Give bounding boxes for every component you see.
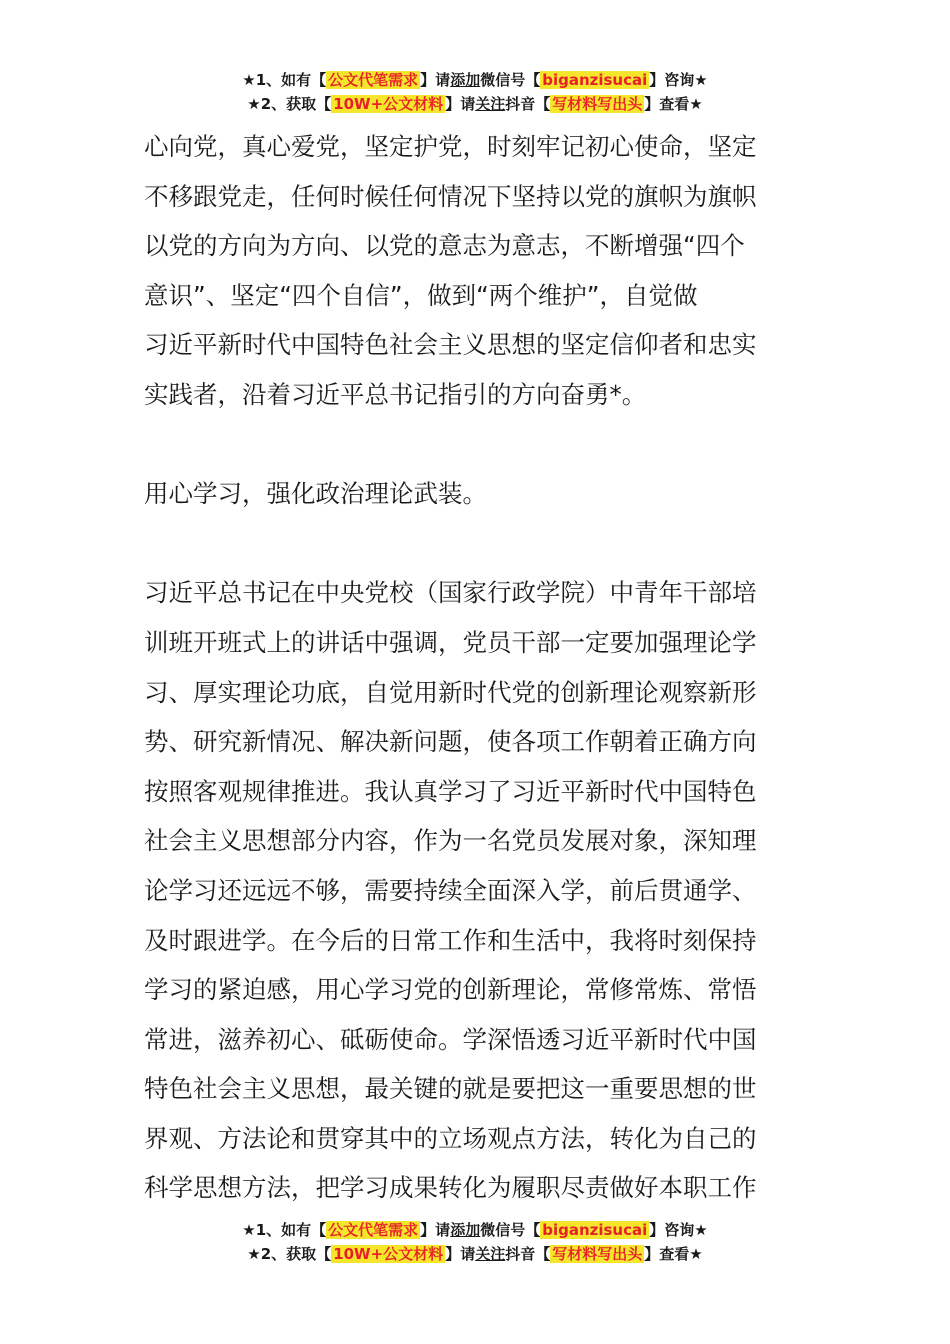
highlight-douyin: 写材料写出头 (552, 95, 643, 113)
banner-text: 微信号【 (480, 71, 541, 89)
paragraph-spacer (144, 420, 808, 470)
banner-line-1 (0, 1218, 950, 1242)
highlight-wechat-id: biganzisucai (542, 1221, 648, 1239)
highlight-materials: 10W+公文材料 (333, 95, 444, 113)
text-line: 势、研究新情况、解决新问题，使各项工作朝着正确方向 (144, 727, 757, 757)
banner-line-2 (0, 92, 950, 116)
text-line: 习、厚实理论功底，自觉用新时代党的创新理论观察新形 (144, 677, 757, 707)
text-line: 科学思想方法，把学习成果转化为履职尽责做好本职工作 (144, 1173, 757, 1203)
banner-text: 】查看★ (644, 95, 703, 113)
paragraph-2 (144, 568, 808, 1213)
highlight-materials: 10W+公文材料 (333, 1245, 444, 1263)
text-line: 常进，滋养初心、砥砺使命。学深悟透习近平新时代中国 (144, 1024, 757, 1054)
banner-text: 】请 (420, 71, 451, 89)
header-banner (0, 68, 950, 116)
text-line: 论学习还远远不够，需要持续全面深入学，前后贯通学、 (144, 875, 757, 905)
highlight-service: 公文代笔需求 (328, 71, 419, 89)
underlined-text: 关注 (475, 95, 506, 113)
text-line: 意识”、坚定“四个自信”，做到“两个维护”，自觉做 (144, 280, 698, 310)
document-body (144, 122, 808, 1213)
highlight-wechat-id: biganzisucai (542, 71, 648, 89)
underlined-text: 添加 (450, 1221, 481, 1239)
text-line: 习近平总书记在中央党校（国家行政学院）中青年干部培 (144, 578, 757, 608)
text-line: 学习的紧迫感，用心学习党的创新理论，常修常炼、常悟 (144, 975, 757, 1005)
paragraph-spacer (144, 519, 808, 569)
text-line: 实践者，沿着习近平总书记指引的方向奋勇*。 (144, 379, 647, 409)
banner-text: 抖音【 (505, 1245, 551, 1263)
text-line: 社会主义思想部分内容，作为一名党员发展对象，深知理 (144, 826, 757, 856)
banner-text: ★1、如有【 (242, 1221, 327, 1239)
text-line: 训班开班式上的讲话中强调，党员干部一定要加强理论学 (144, 627, 757, 657)
banner-text: 】咨询★ (649, 1221, 708, 1239)
underlined-text: 添加 (450, 71, 481, 89)
text-line: 按照客观规律推进。我认真学习了习近平新时代中国特色 (144, 776, 757, 806)
banner-text: 抖音【 (505, 95, 551, 113)
text-line: 界观、方法论和贯穿其中的立场观点方法，转化为自己的 (144, 1123, 757, 1153)
text-line: 及时跟进学。在今后的日常工作和生活中，我将时刻保持 (144, 925, 757, 955)
text-line: 心向党，真心爱党，坚定护党，时刻牢记初心使命，坚定 (144, 132, 757, 161)
section-heading: 用心学习，强化政治理论武装。 (144, 479, 487, 509)
banner-line-1 (0, 68, 950, 92)
banner-text: ★1、如有【 (242, 71, 327, 89)
banner-text: 】请 (445, 1245, 476, 1263)
highlight-service: 公文代笔需求 (328, 1221, 419, 1239)
paragraph-1 (144, 122, 808, 420)
highlight-douyin: 写材料写出头 (552, 1245, 643, 1263)
banner-text: ★2、获取【 (247, 1245, 332, 1263)
banner-text: 】查看★ (644, 1245, 703, 1263)
banner-text: ★2、获取【 (247, 95, 332, 113)
banner-text: 】请 (445, 95, 476, 113)
text-line: 以党的方向为方向、以党的意志为意志，不断增强“四个 (144, 231, 745, 261)
banner-text: 】请 (420, 1221, 451, 1239)
banner-line-2 (0, 1242, 950, 1266)
footer-banner (0, 1218, 950, 1266)
underlined-text: 关注 (475, 1245, 506, 1263)
text-line: 习近平新时代中国特色社会主义思想的坚定信仰者和忠实 (144, 330, 757, 360)
banner-text: 】咨询★ (649, 71, 708, 89)
text-line: 不移跟党走，任何时候任何情况下坚持以党的旗帜为旗帜 (144, 181, 757, 211)
text-line: 特色社会主义思想，最关键的就是要把这一重要思想的世 (144, 1074, 757, 1104)
banner-text: 微信号【 (480, 1221, 541, 1239)
